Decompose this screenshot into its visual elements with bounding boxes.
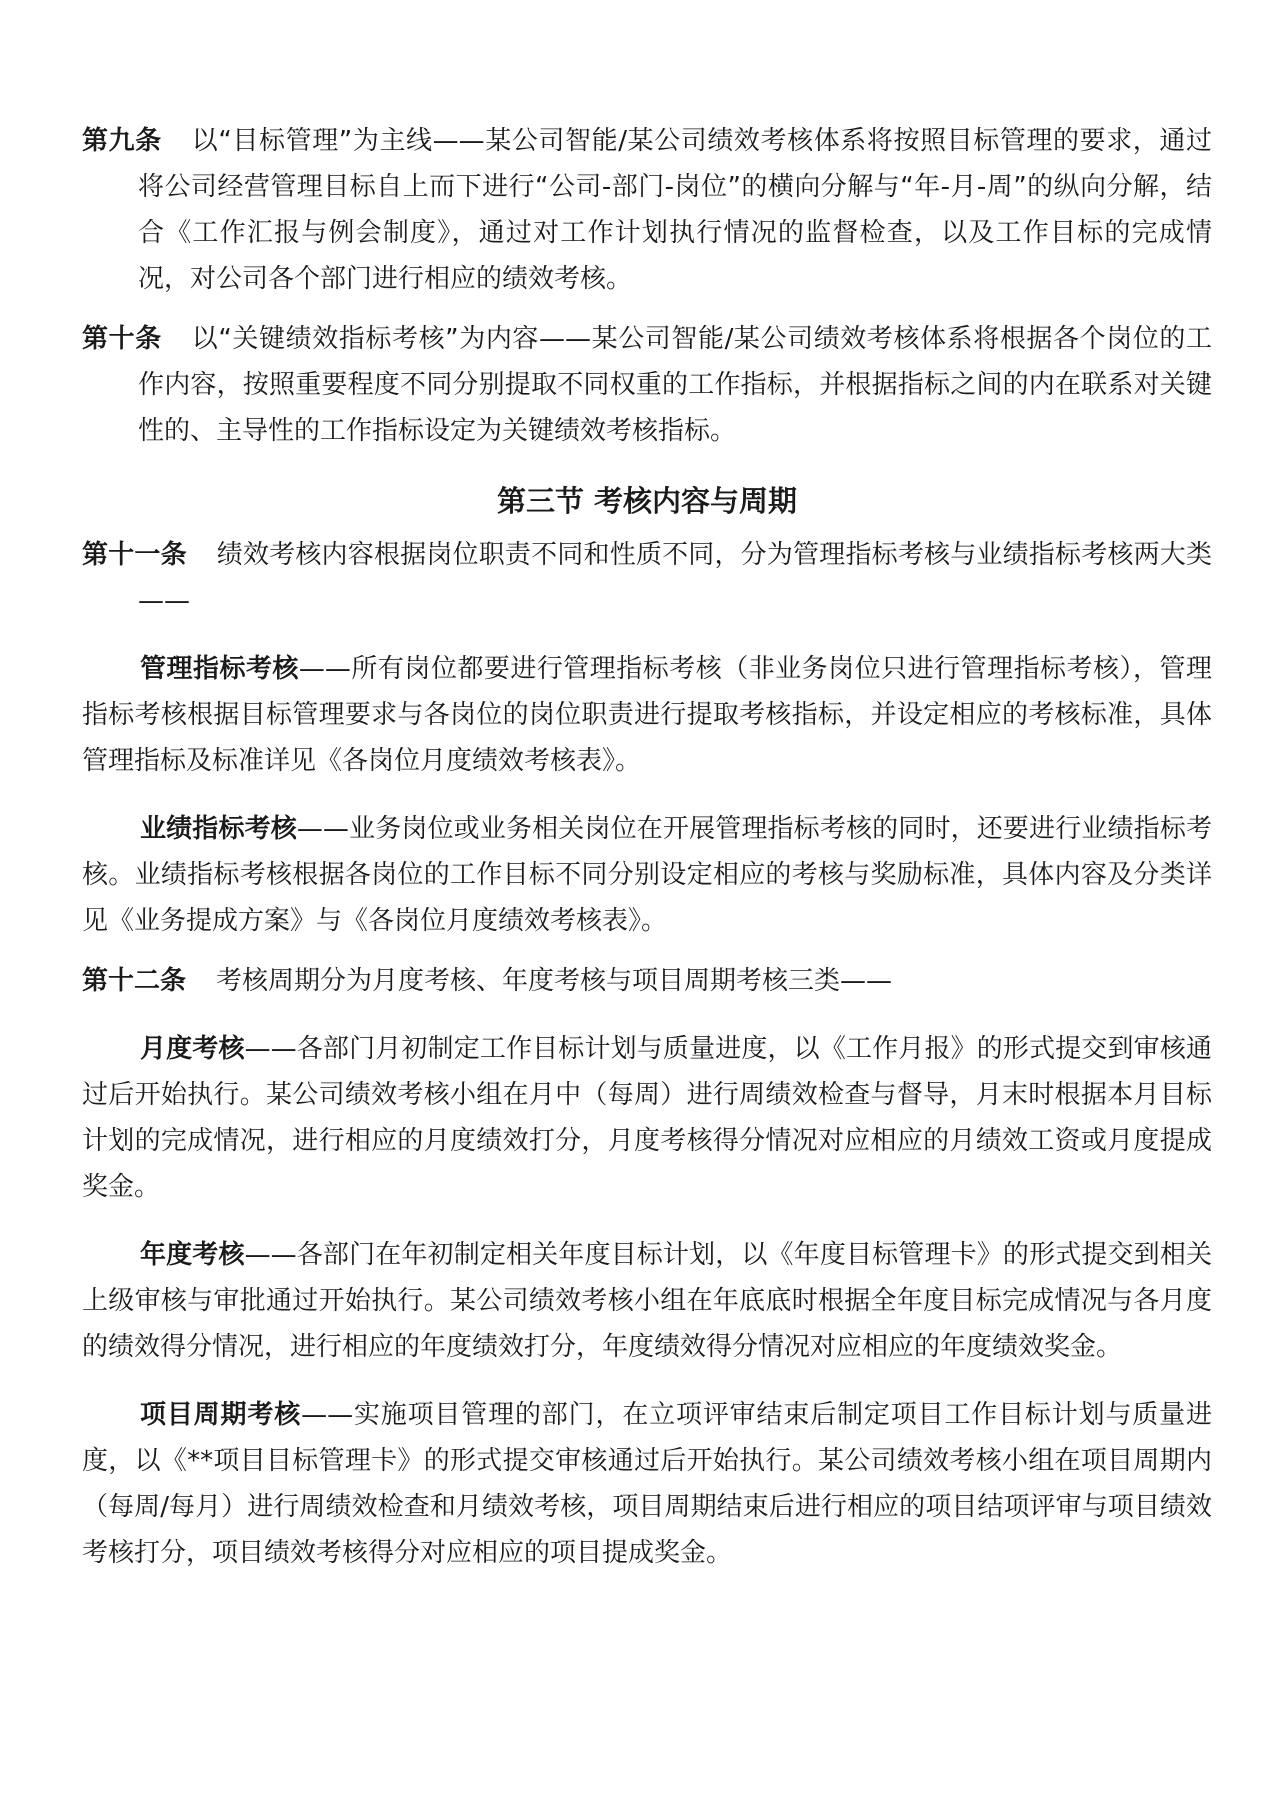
performance-indicator-label: 业绩指标考核 (140, 814, 297, 844)
article-11-text: 绩效考核内容根据岗位职责不同和性质不同，分为管理指标考核与业绩指标考核两大类—— (138, 540, 1212, 616)
article-9-label: 第九条 (82, 126, 162, 156)
management-indicator-label: 管理指标考核 (140, 654, 299, 684)
management-indicator-paragraph (82, 646, 1212, 784)
performance-indicator-paragraph (82, 806, 1212, 944)
project-review-label: 项目周期考核 (140, 1400, 302, 1430)
performance-indicator-text: ——业务岗位或业务相关岗位在开展管理指标考核的同时，还要进行业绩指标考核。业绩指标考核根据各岗位的工作目标不同分别设定相应的考核与奖励标准，具体内容及分类详见《业务提成方案》与《各岗位月度绩效考核表》。 (82, 814, 1212, 936)
annual-review-paragraph (82, 1232, 1212, 1370)
article-10 (82, 316, 1212, 454)
document-page (82, 118, 1212, 1576)
article-12 (82, 958, 1212, 1004)
annual-review-label: 年度考核 (140, 1240, 245, 1270)
article-11 (82, 532, 1212, 624)
section-title: 第三节 考核内容与周期 (496, 484, 798, 518)
project-review-text: ——实施项目管理的部门，在立项评审结束后制定项目工作目标计划与质量进度，以《**项目目标管理卡》的形式提交审核通过后开始执行。某公司绩效考核小组在项目周期内（每周/每月）进行周绩效检查和月绩效考核，项目周期结束后进行相应的项目结项评审与项目绩效考核打分，项目绩效考核得分对应相应的项目提成奖金。 (82, 1400, 1212, 1568)
monthly-review-text: ——各部门月初制定工作目标计划与质量进度，以《工作月报》的形式提交到审核通过后开始执行。某公司绩效考核小组在月中（每周）进行周绩效检查与督导，月末时根据本月目标计划的完成情况，进行相应的月度绩效打分，月度考核得分情况对应相应的月绩效工资或月度提成奖金。 (82, 1034, 1212, 1202)
article-12-label: 第十二条 (82, 966, 187, 996)
article-12-text: 考核周期分为月度考核、年度考核与项目周期考核三类—— (216, 966, 893, 996)
article-10-text: 以“关键绩效指标考核”为内容——某公司智能/某公司绩效考核体系将根据各个岗位的工作内容，按照重要程度不同分别提取不同权重的工作指标，并根据指标之间的内在联系对关键性的、主导性的工作指标设定为关键绩效考核指标。 (138, 324, 1212, 446)
management-indicator-text: ——所有岗位都要进行管理指标考核（非业务岗位只进行管理指标考核），管理指标考核根据目标管理要求与各岗位的岗位职责进行提取考核指标，并设定相应的考核标准，具体管理指标及标准详见《各岗位月度绩效考核表》。 (82, 654, 1212, 776)
article-9-text: 以“目标管理”为主线——某公司智能/某公司绩效考核体系将按照目标管理的要求，通过将公司经营管理目标自上而下进行“公司-部门-岗位”的横向分解与“年-月-周”的纵向分解，结合《工作汇报与例会制度》，通过对工作计划执行情况的监督检查，以及工作目标的完成情况，对公司各个部门进行相应的绩效考核。 (138, 126, 1212, 294)
project-review-paragraph (82, 1392, 1212, 1576)
article-11-label: 第十一条 (82, 540, 187, 570)
monthly-review-paragraph (82, 1026, 1212, 1210)
annual-review-text: ——各部门在年初制定相关年度目标计划，以《年度目标管理卡》的形式提交到相关上级审核与审批通过开始执行。某公司绩效考核小组在年底底时根据全年度目标完成情况与各月度的绩效得分情况，进行相应的年度绩效打分，年度绩效得分情况对应相应的年度绩效奖金。 (82, 1240, 1212, 1362)
monthly-review-label: 月度考核 (140, 1034, 245, 1064)
article-10-label: 第十条 (82, 324, 162, 354)
article-9 (82, 118, 1212, 302)
